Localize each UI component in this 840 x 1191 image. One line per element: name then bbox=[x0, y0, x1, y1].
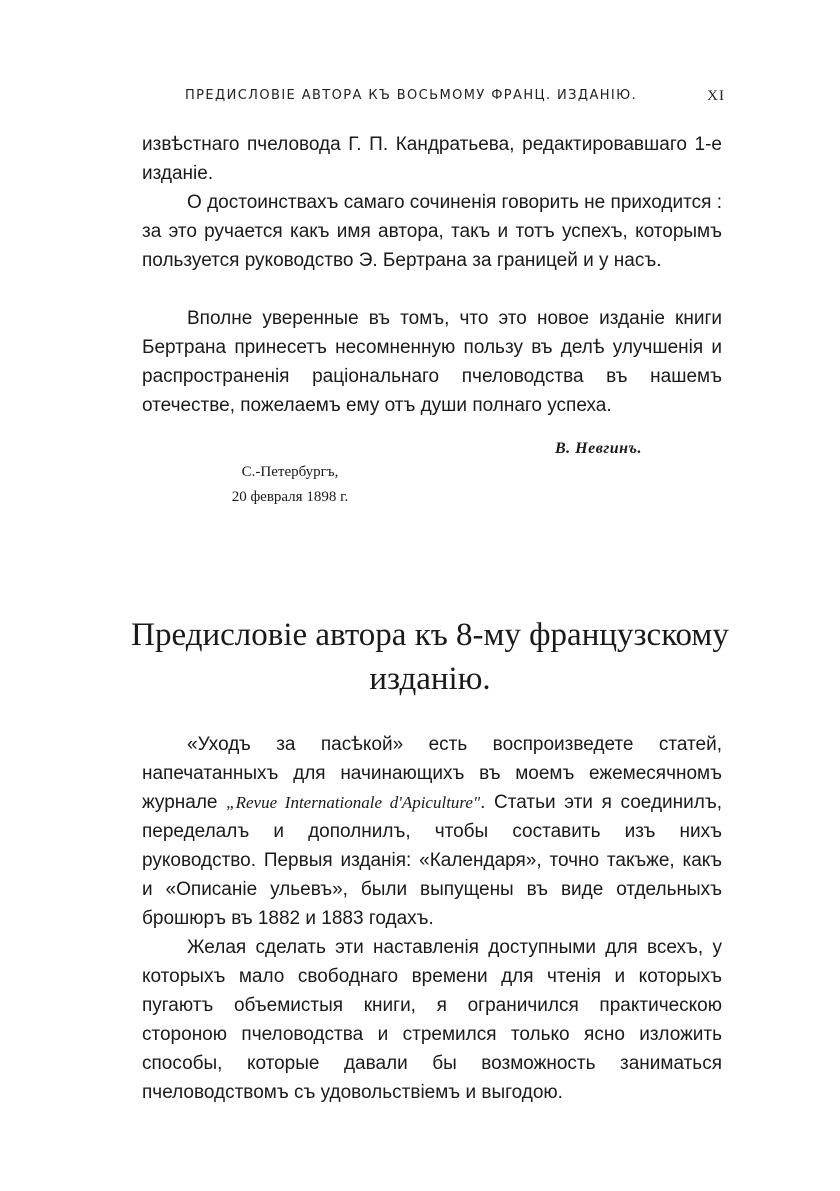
translator-signature: В. Невгинъ. bbox=[555, 440, 642, 457]
running-head bbox=[185, 88, 725, 105]
author-paragraph-1-end: . Статьи эти я соединилъ, переделалъ и дополнилъ, чтобы составить изъ нихъ руководство. Первыя изданія: «Календаря», точно такъже, какъ и «Описаніе ульевъ», были выпущены въ виде отдельныхъ брошюръ въ 1882 и 1883 годахъ. bbox=[142, 792, 723, 929]
translator-paragraph-3: Вполне уверенные въ томъ, что это новое изданіе книги Бертрана принесетъ несомненную пользу въ делѣ улучшенія и распространенія раціональнаго пчеловодства въ нашемъ отечестве, пожелаемъ ему отъ души полнаго успеха. bbox=[142, 308, 722, 416]
author-paragraph-2: Желая сделать эти наставленія доступными для всехъ, у которыхъ мало свободнаго времени для чтенія и которыхъ пугаютъ объемистыя книги, я ограничился практическою стороною пчеловодства и стремился только ясно изложить способы, которые давали бы возможность заниматься пчеловодствомъ съ удовольствіемъ и выгодою. bbox=[142, 937, 722, 1103]
translator-paragraph-2: О достоинствахъ самаго сочиненія говорить не приходится : за это ручается какъ имя автора, такъ и тотъ успехъ, которымъ пользуется руководство Э. Бертрана за границей и у насъ. bbox=[142, 192, 722, 271]
translator-paragraph-1: извѣстнаго пчеловода Г. П. Кандратьева, редактировавшаго 1-е изданіе. bbox=[142, 134, 722, 184]
author-paragraph-1-start: «Уходъ за пасѣкой» есть воспроизведете статей, напечатанныхъ для начинающихъ въ моемъ ежемесячномъ журнале bbox=[142, 734, 722, 813]
page-number: XI bbox=[707, 88, 725, 104]
author-paragraph-1 bbox=[142, 730, 722, 933]
date-line: 20 февраля 1898 г. bbox=[231, 489, 349, 505]
journal-name: „Revue Internationale d'Apiculture" bbox=[226, 793, 481, 812]
section-title: Предисловіе автора къ 8-му французскому изданію. bbox=[131, 617, 729, 697]
running-head-title: ПРЕДИСЛОВІЕ АВТОРА КЪ ВОСЬМОМУ ФРАНЦ. ИЗДАНІЮ. bbox=[185, 88, 638, 103]
place-line: С.-Петербургъ, bbox=[241, 464, 339, 480]
place-date-block bbox=[205, 460, 375, 510]
